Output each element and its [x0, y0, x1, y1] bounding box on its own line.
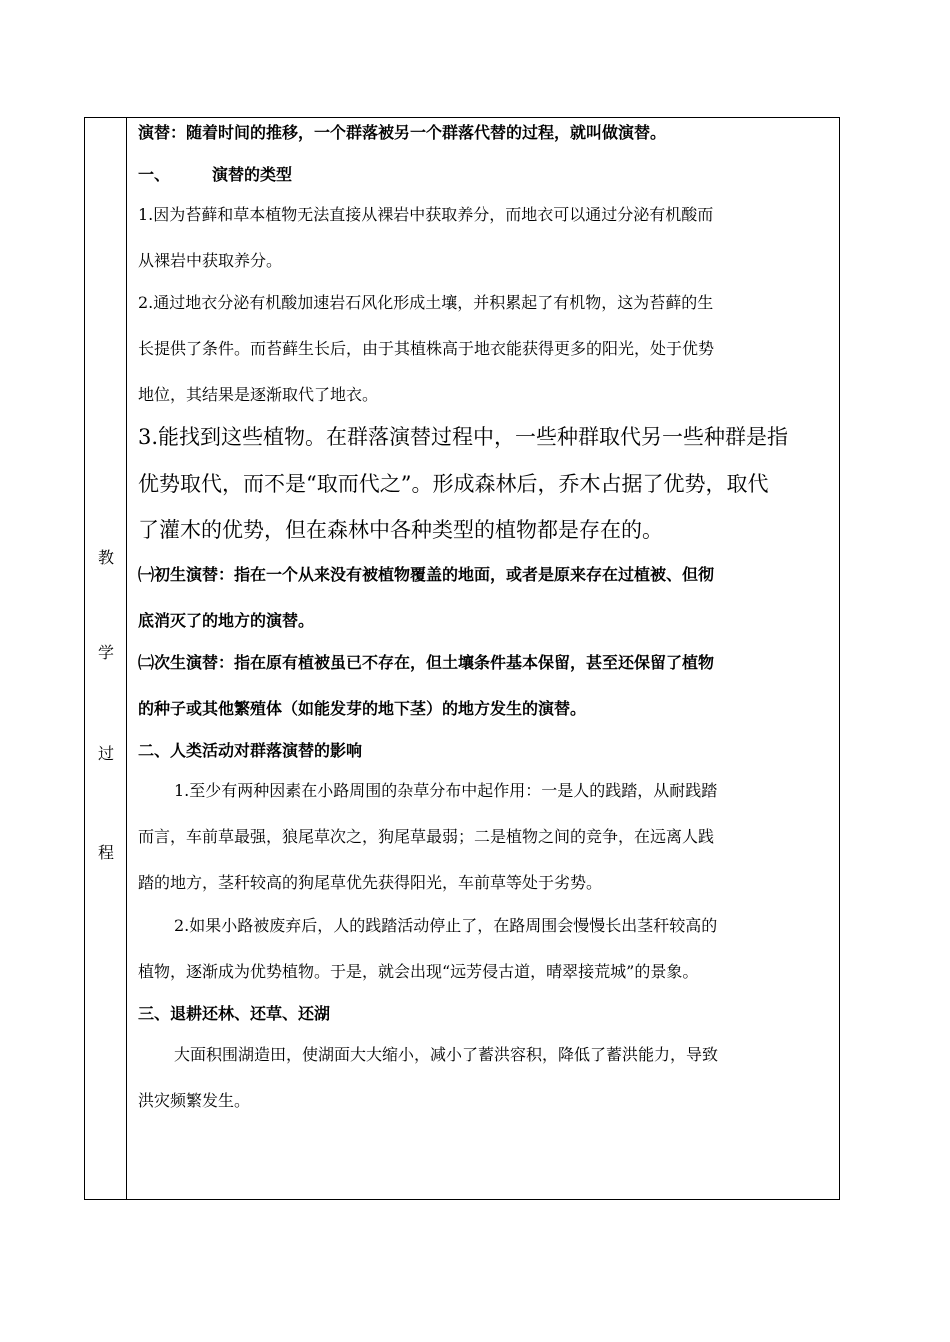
- paragraph-line-large: 优势取代，而不是“取而代之”。形成森林后，乔木占据了优势，取代: [138, 472, 769, 496]
- content-cell: [128, 118, 839, 1199]
- paragraph-line: 长提供了条件。而苔藓生长后，由于其植株高于地衣能获得更多的阳光，处于优势: [138, 339, 715, 358]
- paragraph-line-large: 3.能找到这些植物。在群落演替过程中，一些种群取代另一些种群是指: [138, 425, 789, 449]
- left-label-char: 教: [97, 548, 114, 567]
- paragraph-line-large: 了灌木的优势，但在森林中各种类型的植物都是存在的。: [138, 518, 663, 542]
- paragraph-line: 踏的地方，茎秆较高的狗尾草优先获得阳光，车前草等处于劣势。: [138, 873, 603, 892]
- paragraph-line: 大面积围湖造田，使湖面大大缩小，减小了蓄洪容积，降低了蓄洪能力，导致: [174, 1045, 719, 1064]
- paragraph-line: 1.因为苔藓和草本植物无法直接从裸岩中获取养分，而地衣可以通过分泌有机酸而: [138, 205, 714, 224]
- paragraph-line: 植物，逐渐成为优势植物。于是，就会出现“远芳侵古道，晴翠接荒城”的景象。: [138, 962, 699, 981]
- section1-number: 一、: [138, 165, 171, 184]
- primary-succession-line: 底消灭了的地方的演替。: [138, 611, 315, 630]
- left-label-column: [85, 118, 127, 1199]
- section3-title: 三、退耕还林、还草、还湖: [138, 1004, 331, 1023]
- section2-title: 二、人类活动对群落演替的影响: [138, 741, 363, 760]
- lesson-table: [84, 117, 840, 1200]
- left-label-char: 程: [97, 843, 114, 862]
- section1-heading: [138, 164, 292, 186]
- paragraph-line: 而言，车前草最强，狼尾草次之，狗尾草最弱；二是植物之间的竞争，在远离人践: [138, 827, 715, 846]
- secondary-succession-line: ㈡次生演替：指在原有植被虽已不存在，但土壤条件基本保留，甚至还保留了植物: [138, 653, 715, 672]
- left-label-char: 学: [97, 643, 114, 662]
- section1-title: 演替的类型: [212, 165, 293, 184]
- paragraph-line: 1.至少有两种因素在小路周围的杂草分布中起作用：一是人的践踏，从耐践踏: [174, 781, 718, 800]
- secondary-succession-line: 的种子或其他繁殖体（如能发芽的地下茎）的地方发生的演替。: [138, 699, 587, 718]
- left-label-char: 过: [97, 744, 114, 763]
- definition-text: 演替：随着时间的推移，一个群落被另一个群落代替的过程，就叫做演替。: [138, 123, 667, 142]
- paragraph-line: 2.通过地衣分泌有机酸加速岩石风化形成土壤，并积累起了有机物，这为苔藓的生: [138, 293, 714, 312]
- paragraph-line: 从裸岩中获取养分。: [138, 251, 283, 270]
- paragraph-line: 地位，其结果是逐渐取代了地衣。: [138, 385, 379, 404]
- primary-succession-line: ㈠初生演替：指在一个从来没有被植物覆盖的地面，或者是原来存在过植被、但彻: [138, 565, 715, 584]
- paragraph-line: 2.如果小路被废弃后，人的践踏活动停止了，在路周围会慢慢长出茎秆较高的: [174, 916, 718, 935]
- paragraph-line: 洪灾频繁发生。: [138, 1091, 251, 1110]
